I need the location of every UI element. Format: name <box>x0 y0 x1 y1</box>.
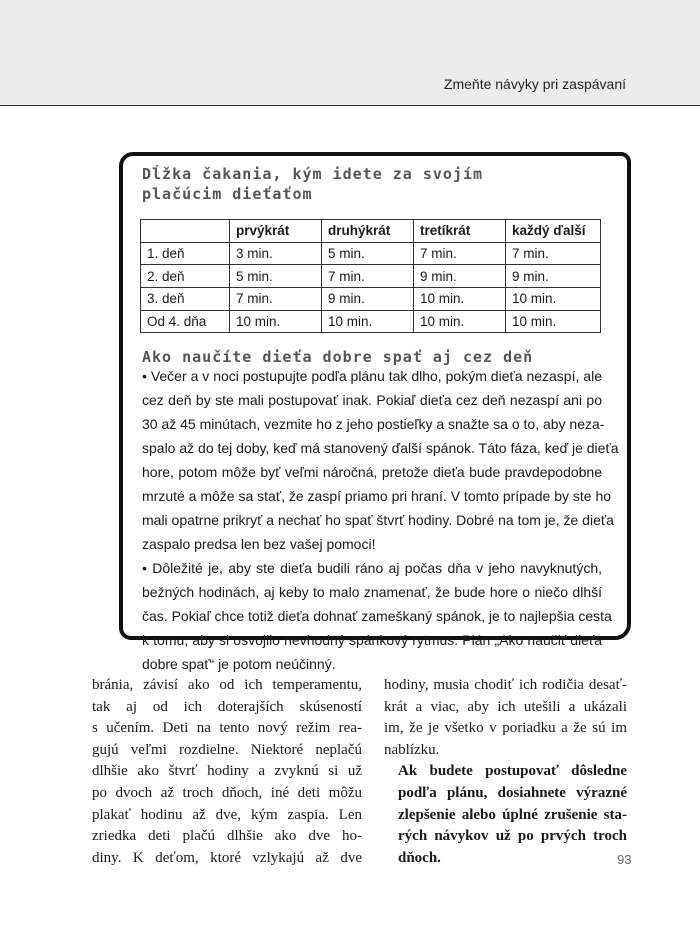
text-line: 30 až 45 minútach, vezmite ho z jeho postieľky a snažte sa o to, aby neza- <box>142 416 605 432</box>
text-line: čas. Pokiaľ chce totiž dieťa dohnať zameškaný spánok, je to najlepšia cesta <box>142 608 612 624</box>
table-row <box>141 265 601 288</box>
header-cell <box>141 220 230 243</box>
text-line: hore, potom môže byť veľmi náročná, pretože dieťa bude pravdepodobne <box>142 464 602 480</box>
text-line: mali opatrne prikryť a nechať ho spať štvrť hodiny. Dobré na tom je, že dieťa <box>142 512 614 528</box>
text-line: mrzuté a môže sa stať, že zaspí priamo pri hraní. V tomto prípade by ste ho <box>142 488 612 504</box>
table-cell: 3. deň <box>141 288 230 311</box>
text-line: krát a viac, aby ich utešili a ukázali <box>384 698 627 715</box>
table-cell: 10 min. <box>506 310 601 333</box>
text-line: bránia, závisí ako od ich temperamentu, <box>92 677 362 693</box>
header-cell: prvýkrát <box>230 220 322 243</box>
text-line: dlhšie ako štvrť hodiny a zvyknú si už <box>92 763 362 780</box>
table-cell: 7 min. <box>414 242 506 265</box>
bullet-paragraph-2 <box>142 556 612 676</box>
title-line: plačúcim dieťaťom <box>142 185 313 203</box>
table-row <box>141 310 601 333</box>
box-subtitle: Ako naučíte dieťa dobre spať aj cez deň <box>142 348 534 366</box>
table-header-row <box>141 220 601 243</box>
table-cell: 10 min. <box>506 288 601 311</box>
table-cell: 9 min. <box>506 265 601 288</box>
header-cell: tretíkrát <box>414 220 506 243</box>
text-line: rých návykov už po prvých troch <box>398 828 627 845</box>
text-line: zriedka deti plačú dlhšie ako dve ho- <box>92 828 362 845</box>
table-row <box>141 242 601 265</box>
table-cell: 3 min. <box>230 242 322 265</box>
text-line: nablízku. <box>384 741 440 758</box>
text-line: Ak budete postupovať dôsledne <box>398 763 627 780</box>
table-cell: 10 min. <box>414 288 506 311</box>
table-cell: 10 min. <box>322 310 414 333</box>
text-line: po dvoch až troch dňoch, iné deti môžu <box>92 784 362 801</box>
text-line: tak aj od ich doterajších skúseností <box>92 698 362 715</box>
table-cell: 5 min. <box>230 265 322 288</box>
table-cell: 7 min. <box>230 288 322 311</box>
box-title <box>142 164 483 204</box>
header-cell: každý ďalší <box>506 220 601 243</box>
text-line: diny. K deťom, ktoré vzlykajú až dve <box>92 849 362 866</box>
page-number: 93 <box>617 852 632 867</box>
text-line: s učením. Deti na tento nový režim rea- <box>92 720 362 737</box>
table-cell: 10 min. <box>230 310 322 333</box>
table-cell: 5 min. <box>322 242 414 265</box>
running-title: Zmeňte návyky pri zaspávaní <box>443 76 626 92</box>
page-header <box>0 0 700 106</box>
bullet-paragraph-1 <box>142 364 619 556</box>
text-line: podľa plánu, dosiahnete výrazné <box>398 784 627 801</box>
text-line: im, že je všetko v poriadku a že sú im <box>384 720 627 737</box>
text-line: bežných hodinách, aj keby to malo znamenať, že bude hore o niečo dlhší <box>142 584 602 600</box>
right-column-text <box>384 675 627 869</box>
left-column-text <box>92 675 362 869</box>
waiting-time-table <box>140 219 601 333</box>
text-line: gujú veľmi rozdielne. Niektoré neplačú <box>92 741 362 758</box>
text-line: hodiny, musia chodiť ich rodičia desať- <box>384 677 627 693</box>
table-row <box>141 288 601 311</box>
table-cell: 1. deň <box>141 242 230 265</box>
text-line: spalo až do tej doby, keď má stanovený ďalší spánok. Táto fáza, keď je dieťa <box>142 440 619 456</box>
text-line: dňoch. <box>398 849 441 866</box>
header-cell: druhýkrát <box>322 220 414 243</box>
table-cell: 9 min. <box>322 288 414 311</box>
title-line: Dĺžka čakania, kým idete za svojím <box>142 165 484 183</box>
table-cell: Od 4. dňa <box>141 310 230 333</box>
table-cell: 2. deň <box>141 265 230 288</box>
text-line: zaspalo predsa len bez vašej pomoci! <box>142 536 376 552</box>
text-line: zlepšenie alebo úplné zrušenie sta- <box>398 806 627 823</box>
table-cell: 7 min. <box>322 265 414 288</box>
text-line: dobre spať“ je potom neúčinný. <box>142 656 336 672</box>
text-line: plakať hodinu až dve, kým zaspia. Len <box>92 806 362 823</box>
text-line: • Večer a v noci postupujte podľa plánu tak dlho, pokým dieťa nezaspí, ale <box>142 368 602 384</box>
text-line: • Dôležité je, aby ste dieťa budili ráno aj počas dňa v jeho navyknutých, <box>142 560 602 576</box>
table-cell: 10 min. <box>414 310 506 333</box>
text-line: cez deň by ste mali postupovať inak. Pokiaľ dieťa cez deň nezaspí ani po <box>142 392 602 408</box>
table-cell: 7 min. <box>506 242 601 265</box>
text-line: k tomu, aby si osvojilo nevhodný spánkový rytmus. Plán „Ako naučiť dieťa <box>142 632 602 648</box>
table-cell: 9 min. <box>414 265 506 288</box>
